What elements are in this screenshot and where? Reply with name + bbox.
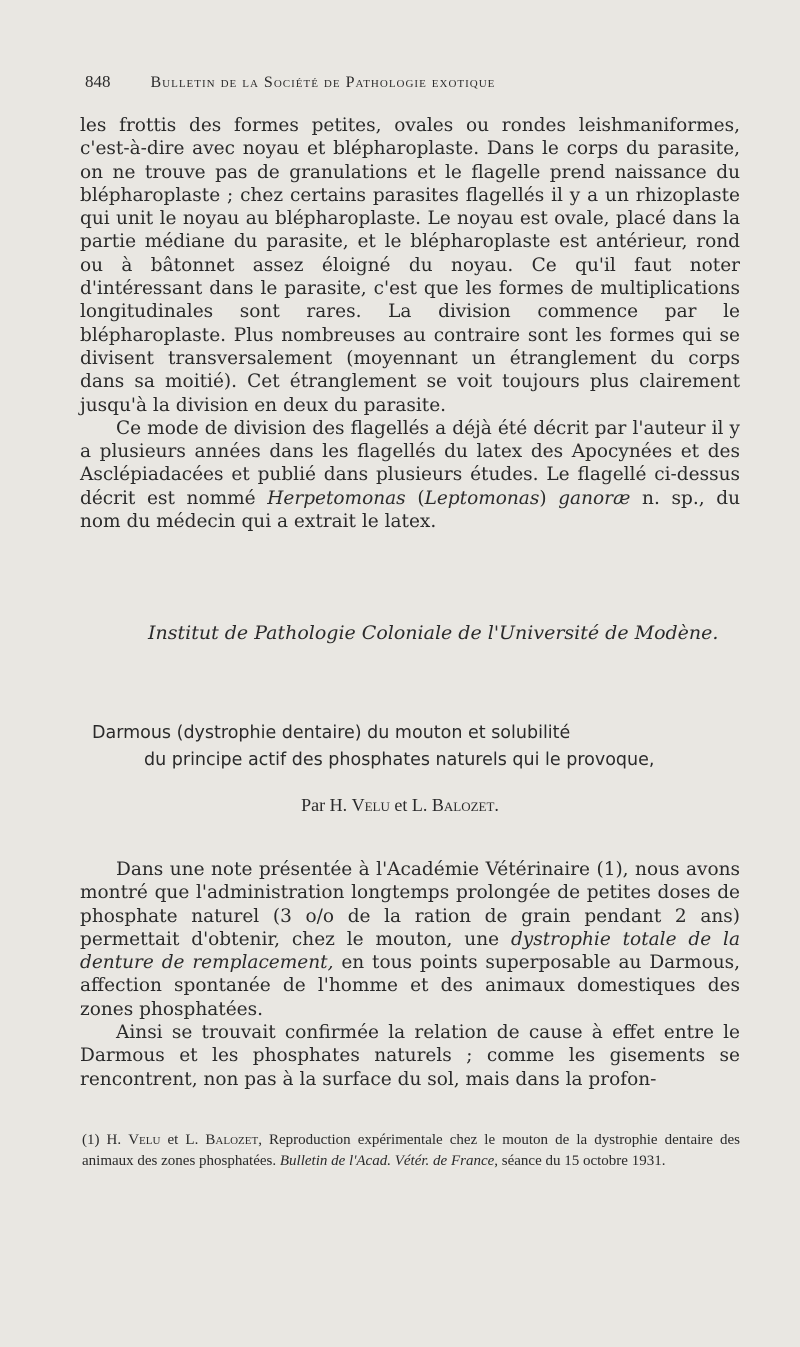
text-run: ( bbox=[405, 487, 425, 509]
author-name: Velu bbox=[128, 1132, 161, 1148]
text-run: ) bbox=[539, 487, 559, 509]
institute-signature: Institut de Pathologie Coloniale de l'Université de Modène. bbox=[148, 622, 719, 644]
species-name: ganoræ bbox=[558, 487, 631, 509]
journal-title: Bulletin de la Société de Pathologie exotique bbox=[150, 74, 496, 91]
footnote bbox=[82, 1130, 740, 1171]
title-line: Darmous (dystrophie dentaire) du mouton et solubilité bbox=[92, 723, 571, 743]
title-line: du principe actif des phosphates naturels qui le provoque, bbox=[144, 750, 655, 770]
section1-text bbox=[80, 114, 740, 533]
authors-line bbox=[0, 795, 800, 816]
text-run: Ce mode de division des flagellés a déjà été décrit par l'auteur il y a plusieurs années dans les flagellés du latex des Apocynées et des Asclépiadacées et publié dans plusieurs études. Le flagellé ci-dessus décrit est nommé bbox=[80, 417, 740, 509]
author-name: Balozet bbox=[431, 795, 495, 815]
text-run: (1) H. bbox=[82, 1132, 129, 1148]
text-run: n. sp., du nom du médecin qui a extrait le latex. bbox=[80, 487, 740, 533]
paragraph: les frottis des formes petites, ovales ou rondes leishmaniformes, c'est-à-dire avec noyau et blépharoplaste. Dans le corps du parasite, on ne trouve pas de granulations et le flagelle prend naissance du blépharoplaste ; chez certains parasites flagellés il y a un rhizoplaste qui unit le noyau au blépharoplaste. Le noyau est ovale, placé dans la partie médiane du parasite, et le blépharoplaste est antérieur, rond ou à bâtonnet assez éloigné du noyau. Ce qu'il faut noter d'intéressant dans le parasite, c'est que les formes de multiplications longitudinales sont rares. La division commence par le blépharoplaste. Plus nombreuses au contraire sont les formes qui se divisent transversalement (moyennant un étranglement du corps dans sa moitié). Cet étranglement se voit toujours plus clairement jusqu'à la division en deux du parasite. bbox=[80, 115, 740, 416]
journal-reference: Bulletin de l'Acad. Vétér. de France bbox=[279, 1152, 495, 1169]
article2-text bbox=[80, 858, 740, 1091]
text-run: Par H. bbox=[301, 795, 352, 815]
paragraph: Ainsi se trouvait confirmée la relation de cause à effet entre le Darmous et les phosphates naturels ; comme les gisements se rencontrent, non pas à la surface du sol, mais dans la profon- bbox=[80, 1022, 740, 1090]
author-name: Balozet bbox=[205, 1132, 259, 1148]
text-run: et L. bbox=[160, 1132, 206, 1148]
genus-name: Herpetomonas bbox=[267, 487, 406, 509]
text-run: Dans une note présentée à l'Académie Vétérinaire (1), nous avons montré que l'administration longtemps prolongée de petites doses de phosphate naturel (3 o/o de la ration de grain pendant 2 ans) permettait d'obtenir, chez le mouton, une bbox=[80, 859, 740, 950]
text-run: , séance du 15 octobre 1931. bbox=[494, 1152, 666, 1169]
text-run: , Reproduction expérimentale chez le mouton de la dystrophie dentaire des animaux des zones phosphatées. bbox=[82, 1132, 741, 1169]
article-title bbox=[92, 720, 742, 774]
emphasis: dystrophie totale de la denture de remplacement, bbox=[80, 928, 740, 974]
text-run: . bbox=[494, 795, 499, 815]
paragraph bbox=[80, 858, 740, 1021]
page-number: 848 bbox=[85, 72, 111, 91]
text-run: en tous points superposable au Darmous, affection spontanée de l'homme et des animaux domestiques des zones phosphatées. bbox=[80, 952, 740, 1020]
paragraph bbox=[80, 417, 740, 533]
subgenus-name: Leptomonas bbox=[424, 487, 540, 509]
author-name: Velu bbox=[351, 795, 390, 815]
text-run: et L. bbox=[389, 795, 432, 815]
running-header bbox=[85, 72, 745, 92]
